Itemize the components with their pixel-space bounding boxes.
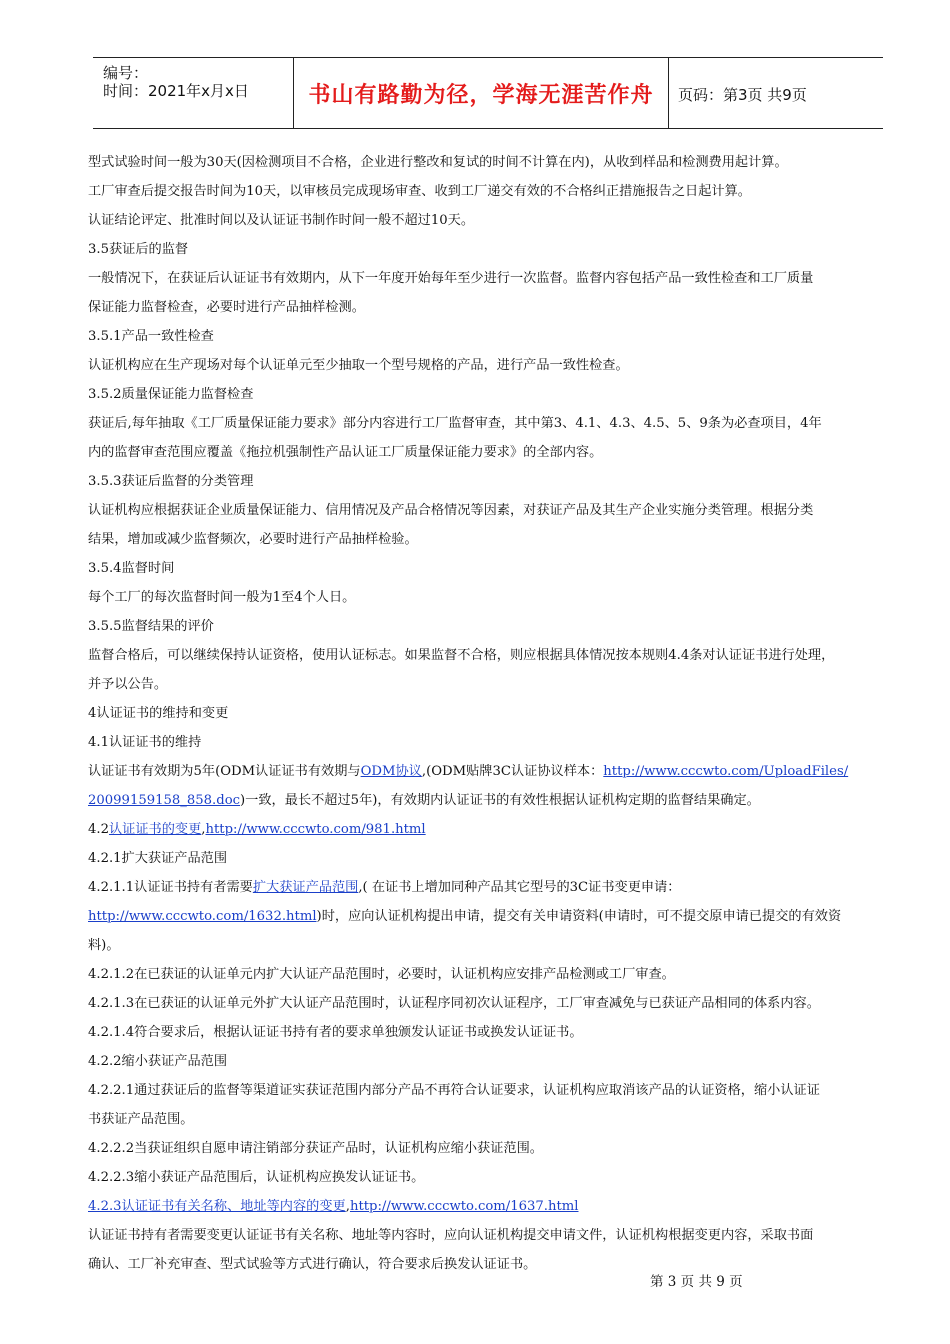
- paragraph-line: 4.2.1.4符合要求后，根据认证证书持有者的要求单独颁发认证证书或换发认证证书。: [88, 1025, 583, 1040]
- expand-scope-url-link[interactable]: http://www.cccwto.com/1632.html: [88, 909, 317, 924]
- odm-sample-file-link[interactable]: 20099159158_858.doc: [88, 793, 241, 808]
- section-heading: [88, 1192, 898, 1221]
- paragraph-line: 获证后,每年抽取《工厂质量保证能力要求》部分内容进行工厂监督审查，其中第3、4.1、4.3、4.5、5、9条为必查项目，4年: [88, 416, 822, 431]
- text-fragment: )一致，最长不超过5年)，有效期内认证证书的有效性根据认证机构定期的监督结果确定。: [240, 793, 760, 808]
- paragraph-line: 认证结论评定、批准时间以及认证证书制作时间一般不超过10天。: [88, 213, 475, 228]
- certificate-change-link[interactable]: 认证证书的变更: [108, 822, 202, 837]
- paragraph-line: 内的监督审查范围应覆盖《拖拉机强制性产品认证工厂质量保证能力要求》的全部内容。: [88, 445, 603, 460]
- name-address-change-link[interactable]: 4.2.3认证证书有关名称、地址等内容的变更: [88, 1199, 346, 1214]
- section-heading: 3.5.5监督结果的评价: [88, 619, 214, 634]
- certificate-change-url-link[interactable]: http://www.cccwto.com/981.html: [205, 822, 426, 837]
- paragraph-line: 工厂审查后提交报告时间为10天，以审核员完成现场审查、收到工厂递交有效的不合格纠正措施报告之日起计算。: [88, 184, 751, 199]
- paragraph-line: 每个工厂的每次监督时间一般为1至4个人日。: [88, 590, 356, 605]
- section-heading: 3.5.3获证后监督的分类管理: [88, 474, 254, 489]
- section-heading: 3.5获证后的监督: [88, 242, 189, 257]
- expand-scope-link[interactable]: 扩大获证产品范围: [252, 880, 359, 895]
- section-heading: 3.5.1产品一致性检查: [88, 329, 214, 344]
- section-heading: 3.5.4监督时间: [88, 561, 175, 576]
- text-fragment: 4.2: [88, 822, 109, 837]
- section-heading: [88, 815, 898, 844]
- paragraph-line: 4.2.1.3在已获证的认证单元外扩大认证产品范围时，认证程序同初次认证程序，工厂审查减免与已获证产品相同的体系内容。: [88, 996, 820, 1011]
- section-heading: 4.1认证证书的维持: [88, 735, 202, 750]
- text-fragment: ,: [345, 1199, 350, 1214]
- odm-sample-url-link[interactable]: http://www.cccwto.com/UploadFiles/: [603, 764, 849, 779]
- odm-agreement-link[interactable]: ODM协议: [360, 764, 422, 779]
- paragraph-line: 料)。: [88, 938, 120, 953]
- section-heading: 4.2.2缩小获证产品范围: [88, 1054, 228, 1069]
- text-fragment: 4.2.1.1认证证书持有者需要: [88, 880, 253, 895]
- paragraph-line: 4.2.1.2在已获证的认证单元内扩大认证产品范围时，必要时，认证机构应安排产品检测或工厂审查。: [88, 967, 675, 982]
- paragraph-line: 结果，增加或减少监督频次，必要时进行产品抽样检验。: [88, 532, 418, 547]
- motto-text: 书山有路勤为径，学海无涯苦作舟: [308, 83, 654, 108]
- paragraph-line: 书获证产品范围。: [88, 1112, 194, 1127]
- section-heading: 4认证证书的维持和变更: [88, 706, 229, 721]
- paragraph-line: [88, 786, 898, 815]
- section-heading: 3.5.2质量保证能力监督检查: [88, 387, 254, 402]
- header-page-cell: [668, 58, 883, 128]
- page-label: 页码：第3页 共9页: [678, 86, 807, 104]
- paragraph-line: 一般情况下，在获证后认证证书有效期内，从下一年度开始每年至少进行一次监督。监督内容包括产品一致性检查和工厂质量: [88, 271, 814, 286]
- paragraph-line: 认证证书持有者需要变更认证证书有关名称、地址等内容时，应向认证机构提交申请文件，认证机构根据变更内容，采取书面: [88, 1228, 814, 1243]
- paragraph-line: 保证能力监督检查，必要时进行产品抽样检测。: [88, 300, 365, 315]
- paragraph-line: 确认、工厂补充审查、型式试验等方式进行确认，符合要求后换发认证证书。: [88, 1257, 537, 1272]
- number-label: 编号：: [103, 64, 149, 82]
- document-body: [88, 148, 898, 1279]
- text-fragment: )时，应向认证机构提出申请，提交有关申请资料(申请时，可不提交原申请已提交的有效资: [316, 909, 842, 924]
- paragraph-line: 认证机构应根据获证企业质量保证能力、信用情况及产品合格情况等因素，对获证产品及其生产企业实施分类管理。根据分类: [88, 503, 814, 518]
- text-fragment: ,( 在证书上增加同种产品其它型号的3C证书变更申请：: [358, 880, 681, 895]
- name-address-change-url-link[interactable]: http://www.cccwto.com/1637.html: [349, 1199, 579, 1214]
- paragraph-line: 4.2.2.3缩小获证产品范围后，认证机构应换发认证证书。: [88, 1170, 425, 1185]
- section-heading: 4.2.1扩大获证产品范围: [88, 851, 228, 866]
- header-info-cell: [93, 58, 293, 128]
- time-label: 时间：2021年x月x日: [103, 82, 249, 100]
- text-fragment: ,(ODM贴牌3C认证协议样本：: [421, 764, 604, 779]
- paragraph-line: 认证机构应在生产现场对每个认证单元至少抽取一个型号规格的产品，进行产品一致性检查。: [88, 358, 629, 373]
- paragraph-line: 4.2.2.2当获证组织自愿申请注销部分获证产品时，认证机构应缩小获证范围。: [88, 1141, 543, 1156]
- page-footer: 第 3 页 共 9 页: [650, 1274, 743, 1290]
- paragraph-line: 型式试验时间一般为30天(因检测项目不合格，企业进行整改和复试的时间不计算在内)，从收到样品和检测费用起计算。: [88, 155, 788, 170]
- paragraph-line: 监督合格后，可以继续保持认证资格，使用认证标志。如果监督不合格，则应根据具体情况按本规则4.4条对认证证书进行处理，: [88, 648, 835, 663]
- paragraph-line: [88, 902, 898, 931]
- page-header: [93, 57, 883, 129]
- paragraph-line: [88, 757, 898, 786]
- paragraph-line: [88, 873, 898, 902]
- paragraph-line: 并予以公告。: [88, 677, 168, 692]
- header-motto-cell: [293, 58, 669, 128]
- text-fragment: 认证证书有效期为5年(ODM认证证书有效期与: [88, 764, 361, 779]
- paragraph-line: 4.2.2.1通过获证后的监督等渠道证实获证范围内部分产品不再符合认证要求，认证机构应取消该产品的认证资格，缩小认证证: [88, 1083, 820, 1098]
- text-fragment: ,: [201, 822, 206, 837]
